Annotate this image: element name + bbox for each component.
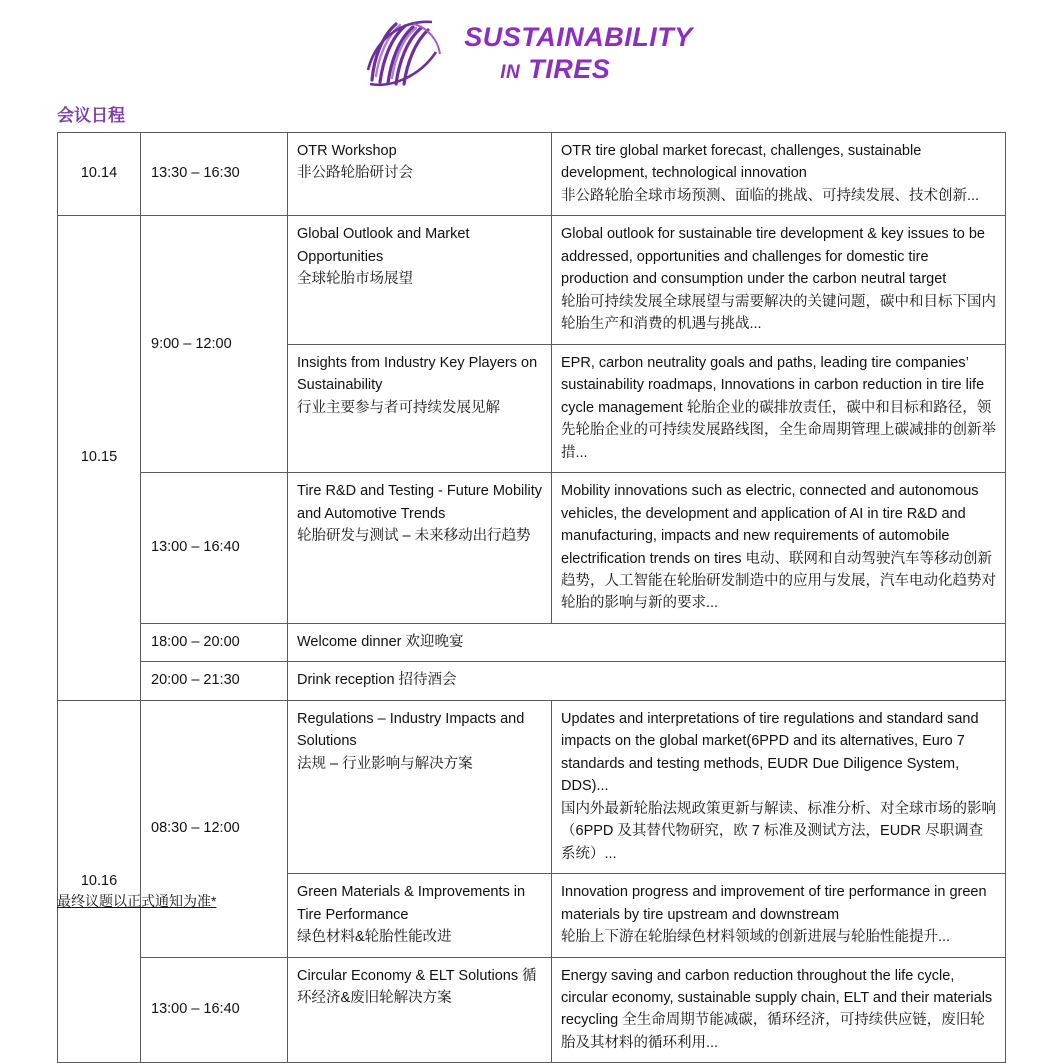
agenda-table	[57, 132, 1006, 1063]
topic-en: Green Materials & Improvements in Tire Performance	[297, 884, 526, 923]
cell-time: 08:30 – 12:00	[141, 700, 288, 957]
table-row	[58, 662, 1006, 700]
topic-cn: 轮胎研发与测试 – 未来移动出行趋势	[297, 528, 531, 545]
desc-cn: 轮胎可持续发展全球展望与需要解决的关键问题，碳中和目标下国内轮胎生产和消费的机遇与挑战...	[561, 293, 996, 333]
desc-en: Innovation progress and improvement of tire performance in green materials by tire upstream and downstream	[561, 884, 987, 923]
cell-topic: Welcome dinner 欢迎晚宴	[288, 623, 1006, 661]
cell-description	[552, 874, 1006, 957]
logo	[0, 18, 1055, 88]
table-row	[58, 216, 1006, 344]
cell-topic	[288, 957, 552, 1063]
table-row	[58, 700, 1006, 873]
table-row	[58, 473, 1006, 624]
desc-mixed: Mobility innovations such as electric, connected and autonomous vehicles, the development and application of AI in tire R&D and manufacturing, impacts and new requirements of automobile electrification trends on tires 电动、联网和自动驾驶汽车等移动创新趋势，人工智能在轮胎研发制造中的应用与发展，汽车电动化趋势对轮胎的影响与新的要求...	[561, 483, 996, 612]
topic-en: Tire R&D and Testing - Future Mobility and Automotive Trends	[297, 483, 542, 522]
topic-en: Global Outlook and Market Opportunities	[297, 226, 470, 265]
cell-date: 10.16	[58, 700, 141, 1063]
topic-en: Regulations – Industry Impacts and Solutions	[297, 710, 525, 750]
cell-description	[552, 957, 1006, 1063]
topic-cn: 行业主要参与者可持续发展见解	[297, 399, 500, 416]
logo-word-in: IN	[500, 61, 521, 83]
cell-time: 13:00 – 16:40	[141, 957, 288, 1063]
desc-en: Global outlook for sustainable tire development & key issues to be addressed, opportunities and challenges for domestic tire production and consumption under the carbon neutral target	[561, 226, 985, 288]
cell-topic	[288, 874, 552, 957]
table-row	[58, 957, 1006, 1063]
desc-en: Updates and interpretations of tire regulations and standard sand impacts on the global market(6PPD and its alternatives, Euro 7 standards and testing methods, EUDR Due Diligence System, DDS)...	[561, 710, 979, 795]
cell-description	[552, 133, 1006, 216]
table-row	[58, 623, 1006, 661]
cell-topic	[288, 700, 552, 873]
logo-line-sustainability: SUSTAINABILITY	[464, 21, 693, 52]
topic-mixed: Circular Economy & ELT Solutions 循环经济&废旧轮解决方案	[297, 967, 537, 1006]
cell-description	[552, 473, 1006, 624]
desc-cn: 轮胎上下游在轮胎绿色材料领域的创新进展与轮胎性能提升...	[561, 929, 951, 946]
cell-date: 10.15	[58, 216, 141, 700]
topic-cn: 非公路轮胎研讨会	[297, 165, 413, 182]
cell-topic	[288, 473, 552, 624]
cell-description	[552, 216, 1006, 344]
desc-cn: 非公路轮胎全球市场预测、面临的挑战、可持续发展、技术创新...	[561, 187, 980, 204]
topic-en: OTR Workshop	[297, 143, 397, 159]
desc-cn: 国内外最新轮胎法规政策更新与解读、标准分析、对全球市场的影响（6PPD 及其替代物研究，欧 7 标准及测试方法，EUDR 尽职调查系统）...	[561, 800, 996, 862]
cell-topic: Drink reception 招待酒会	[288, 662, 1006, 700]
topic-cn: 全球轮胎市场展望	[297, 271, 413, 288]
page-title: 会议日程	[57, 106, 125, 125]
cell-topic	[288, 216, 552, 344]
cell-time: 20:00 – 21:30	[141, 662, 288, 700]
cell-time: 9:00 – 12:00	[141, 216, 288, 473]
cell-description	[552, 700, 1006, 873]
desc-mixed: Energy saving and carbon reduction throughout the life cycle, circular economy, sustainable supply chain, ELT and their materials recycling 全生命周期节能减碳，循环经济，可持续供应链，废旧轮胎及其材料的循环利用...	[561, 967, 993, 1051]
tire-tread-logo-icon	[362, 18, 454, 88]
cell-time: 18:00 – 20:00	[141, 623, 288, 661]
cell-topic	[288, 133, 552, 216]
topic-cn: 法规 – 行业影响与解决方案	[297, 755, 473, 772]
cell-topic	[288, 344, 552, 472]
logo-word-tires: TIRES	[528, 53, 611, 84]
cell-time: 13:00 – 16:40	[141, 473, 288, 624]
table-row	[58, 133, 1006, 216]
cell-description	[552, 344, 1006, 472]
desc-mixed: EPR, carbon neutrality goals and paths, leading tire companies’ sustainability roadmaps, Innovations in carbon reduction in tire life cycle management 轮胎企业的碳排放责任，碳中和目标和路径，领先轮胎企业的可持续发展路线图，全生命周期管理上碳减排的创新举措...	[561, 354, 996, 461]
topic-cn: 绿色材料&轮胎性能改进	[297, 929, 452, 946]
footnote: 最终议题以正式通知为准*	[57, 893, 217, 909]
cell-date: 10.14	[58, 133, 141, 216]
cell-time: 13:30 – 16:30	[141, 133, 288, 216]
desc-en: OTR tire global market forecast, challenges, sustainable development, technological innovation	[561, 143, 922, 182]
topic-en: Insights from Industry Key Players on Sustainability	[297, 354, 538, 394]
